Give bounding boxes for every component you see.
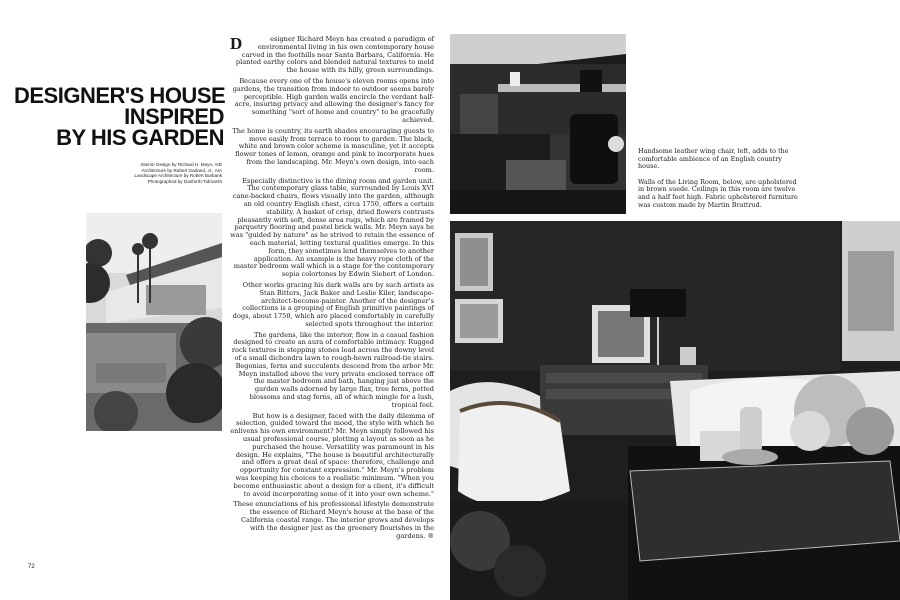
caption-wing-chair: Handsome leather wing chair, left, adds to the comfortable ambience of an English country house.: [638, 147, 789, 171]
title-line-2: INSPIRED: [124, 104, 224, 129]
credit-line: Photographed by Danforth-Tidmarsh: [147, 178, 222, 184]
title-line-3: BY HIS GARDEN: [56, 125, 224, 150]
wing-chair-photo-art: [450, 34, 626, 214]
living-room-photo-art: [450, 221, 900, 600]
photo-captions: [638, 148, 798, 217]
drop-cap: D: [230, 34, 243, 53]
body-paragraph: These enunciations of his professional lifestyle demonstrate the essence of Richard Meyn's house at the base of the California coastal range. The interior grows and develops with the designer just as the greenery flourishes in the gardens. ®: [233, 500, 434, 540]
body-paragraph: The home is country, its earth shades encouraging guests to move easily from terrace to room to garden. The black, white and brown color scheme is masculine, yet it accepts flower tones of lemon, orange and pink to incorporate hues from the landscaping. Mr. Meyn's own design, into each room.: [232, 126, 434, 174]
body-paragraph: Especially distinctive is the dining room and garden unit. The contemporary glass table, surrounded by Louis XVI cane-backed chairs, flows visually into the garden, although an old country English chest, circa 1750, offers a certain stability. A basket of crisp, dried flowers contrasts pleasantly with soft, dense area rugs, which are framed by parquetry flooring and pastel brick walls. Mr. Meyn says he was "guided by nature" as he strived to retain the essence of each material, letting textural qualities emerge. In this form, they sometimes lend themselves to another application. An example is the heavy rope cloth of the master bedroom wall which is a stage for the contemporary sepia colortones by Edwin Siebert of London.: [230, 176, 434, 279]
credits-block: [28, 162, 222, 184]
body-paragraph: Other works gracing his dark walls are by such artists as Stan Bitters, Jack Baker and Leslie Kiler, landscape-architect-become-painter. Another of the designer's collections is a grouping of English primitive paintings of dogs, about 1750, which are placed comfortably in carefully selected spots throughout the interior.: [232, 280, 434, 328]
page-number: 72: [28, 564, 35, 570]
wing-chair-photo: [450, 34, 626, 214]
credit-line: Architecture by Robert Garland, Jr., AIA: [141, 167, 222, 173]
garden-photo-art: [86, 213, 222, 431]
caption-living-room: Walls of the Living Room, below, are upholstered in brown suede. Ceilings in this room are twelve and a half feet high. Fabric upholstered furniture was custom made by Martin Brattrud.: [638, 177, 798, 209]
article-body: [230, 36, 434, 543]
title-line-1: DESIGNER'S HOUSE: [14, 83, 226, 108]
article-title: [14, 85, 224, 148]
garden-photo: [86, 213, 222, 431]
body-paragraph: The gardens, like the interior, flow in a casual fashion designed to create an aura of comfortable intimacy. Rugged rock textures in stepping stones lead across the downy level of a small dichondra lawn to rough-hewn railroad-tie stairs. Begonias, ferns and succulents descend from the arbor Mr. Meyn installed above the very private enclosed terrace off the master bedroom and bath, hanging just above the garden walls adorned by large flax, tree ferns, potted blossoms and stag ferns, all of which mingle for a lush, tropical feel.: [231, 330, 434, 409]
credit-line: Landscape Architecture by Robert Burbank: [134, 173, 222, 179]
body-paragraph: Because every one of the house's eleven rooms opens into gardens, the transition from indoor to outdoor seems barely perceptible. High garden walls encircle the verdant half-acre, insuring privacy and allowing the designer's fancy for something "sort of home and country" to be gracefully achieved.: [232, 76, 434, 124]
body-paragraph: But how is a designer, faced with the daily dilemma of selection, guided toward the mood, the style with which he enlivens his own environment? Mr. Meyn simply followed his usual professional course, plotting a layout as soon as he purchased the house. Versatility was paramount in his design. He explains, "The house is beautiful architecturally and offers a great deal of space: therefore, challenge and opportunity for constant expression." Mr. Meyn's problem was keeping his choices to a realistic minimum. "When you become enthusiastic about a design for a client, it's difficult to avoid incorporating some of it into your own scheme.": [230, 411, 434, 498]
living-room-photo: [450, 221, 900, 600]
credit-line: Interior Design by Richard H. Meyn, AID: [140, 162, 222, 167]
body-paragraph: D esigner Richard Meyn has created a paradigm of environmental living in his own contemporary house carved in the foothills near Santa Barbara, California. He planted earthy colors and blended natural textures to meld the house with its hilly, green surroundings.: [230, 34, 434, 75]
